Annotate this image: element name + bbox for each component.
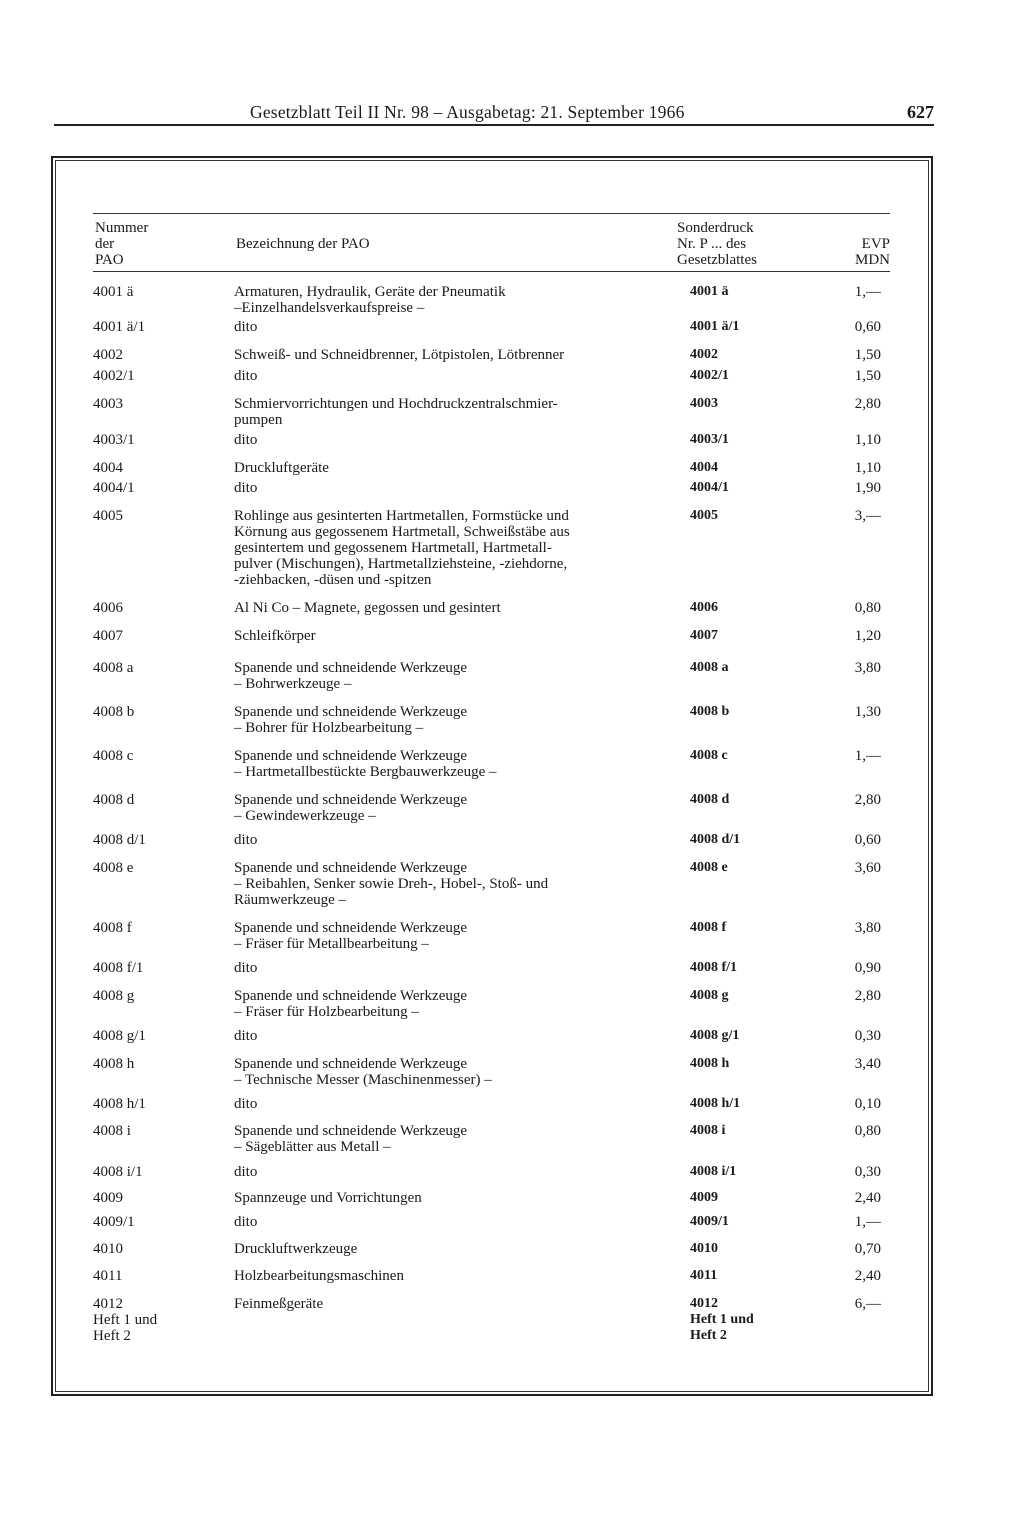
- pao-description: dito: [234, 480, 258, 496]
- pao-description: Druckluftwerkzeuge: [234, 1241, 358, 1257]
- special-print-number: 4011: [690, 1268, 718, 1283]
- special-print-number: 4012 Heft 1 und Heft 2: [690, 1296, 754, 1343]
- pao-description: dito: [234, 1164, 258, 1180]
- special-print-number: 4009: [690, 1190, 718, 1205]
- pao-number: 4008 d: [93, 792, 135, 808]
- pao-number: 4008 i: [93, 1123, 131, 1139]
- pao-number: 4008 h/1: [93, 1096, 146, 1112]
- retail-price: 1,10: [854, 432, 881, 448]
- retail-price: 2,80: [854, 792, 881, 808]
- pao-description: Spanende und schneidende Werkzeuge – Bohrer für Holzbearbeitung –: [234, 704, 468, 736]
- retail-price: 0,80: [854, 600, 881, 616]
- retail-price: 3,60: [854, 860, 881, 876]
- pao-description: Spanende und schneidende Werkzeuge – Sägeblätter aus Metall –: [234, 1123, 468, 1155]
- special-print-number: 4008 b: [690, 704, 730, 719]
- retail-price: 1,—: [854, 1214, 881, 1230]
- retail-price: 3,—: [854, 508, 881, 524]
- retail-price: 6,—: [854, 1296, 881, 1312]
- special-print-number: 4008 g/1: [690, 1028, 740, 1043]
- retail-price: 1,90: [854, 480, 881, 496]
- retail-price: 0,60: [854, 832, 881, 848]
- retail-price: 0,10: [854, 1096, 881, 1112]
- column-header-sonderdruck: Sonderdruck Nr. P ... des Gesetzblattes: [677, 220, 757, 268]
- special-print-number: 4008 i: [690, 1123, 726, 1138]
- special-print-number: 4004/1: [690, 480, 729, 495]
- pao-number: 4001 ä/1: [93, 319, 146, 335]
- pao-number: 4001 ä: [93, 284, 134, 300]
- pao-description: Holzbearbeitungsmaschinen: [234, 1268, 404, 1284]
- pao-description: dito: [234, 1214, 258, 1230]
- pao-description: Rohlinge aus gesinterten Hartmetallen, Formstücke und Körnung aus gegossenem Hartmetall, Schweißstäbe aus gesintertem und gegossenem Hartmetall, Hartmetall- pulver (Mischungen), Hartmetallziehsteine, -ziehdorne, -ziehbacken, -düsen und -spitzen: [234, 508, 570, 588]
- pao-number: 4003/1: [93, 432, 135, 448]
- pao-description: Spannzeuge und Vorrichtungen: [234, 1190, 422, 1206]
- pao-description: Al Ni Co – Magnete, gegossen und gesintert: [234, 600, 501, 616]
- pao-number: 4004: [93, 460, 123, 476]
- retail-price: 3,80: [854, 920, 881, 936]
- pao-number: 4003: [93, 396, 123, 412]
- special-print-number: 4008 g: [690, 988, 729, 1003]
- pao-description: Spanende und schneidende Werkzeuge – Bohrwerkzeuge –: [234, 660, 468, 692]
- special-print-number: 4006: [690, 600, 718, 615]
- special-print-number: 4008 c: [690, 748, 728, 763]
- special-print-number: 4008 d: [690, 792, 730, 807]
- pao-number: 4008 f: [93, 920, 132, 936]
- pao-description: Spanende und schneidende Werkzeuge – Hartmetallbestückte Bergbauwerkzeuge –: [234, 748, 497, 780]
- pao-description: Spanende und schneidende Werkzeuge – Fräser für Metallbearbeitung –: [234, 920, 468, 952]
- pao-number: 4007: [93, 628, 123, 644]
- pao-description: Spanende und schneidende Werkzeuge – Reibahlen, Senker sowie Dreh-, Hobel-, Stoß- und Räumwerkzeuge –: [234, 860, 549, 908]
- pao-number: 4005: [93, 508, 123, 524]
- pao-description: Schleifkörper: [234, 628, 316, 644]
- pao-description: dito: [234, 1096, 258, 1112]
- pao-description: Schweiß- und Schneidbrenner, Lötpistolen, Lötbrenner: [234, 347, 565, 363]
- special-print-number: 4008 i/1: [690, 1164, 737, 1179]
- pao-description: dito: [234, 368, 258, 384]
- pao-description: dito: [234, 1028, 258, 1044]
- special-print-number: 4002/1: [690, 368, 729, 383]
- special-print-number: 4003: [690, 396, 718, 411]
- retail-price: 1,10: [854, 460, 881, 476]
- pao-number: 4008 h: [93, 1056, 135, 1072]
- retail-price: 2,40: [854, 1268, 881, 1284]
- special-print-number: 4008 e: [690, 860, 728, 875]
- column-header-nummer: Nummer der PAO: [95, 220, 149, 268]
- page-number: 627: [907, 102, 934, 122]
- special-print-number: 4008 d/1: [690, 832, 741, 847]
- pao-description: Druckluftgeräte: [234, 460, 329, 476]
- retail-price: 0,30: [854, 1164, 881, 1180]
- pao-description: dito: [234, 832, 258, 848]
- pao-description: Schmiervorrichtungen und Hochdruckzentralschmier- pumpen: [234, 396, 558, 428]
- special-print-number: 4007: [690, 628, 718, 643]
- pao-description: dito: [234, 432, 258, 448]
- pao-description: Spanende und schneidende Werkzeuge – Gewindewerkzeuge –: [234, 792, 468, 824]
- pao-number: 4009: [93, 1190, 123, 1206]
- column-header-bottom-rule: [93, 271, 890, 272]
- pao-number: 4008 g/1: [93, 1028, 146, 1044]
- retail-price: 1,—: [854, 748, 881, 764]
- pao-number: 4011: [93, 1268, 123, 1284]
- pao-number: 4008 b: [93, 704, 135, 720]
- pao-description: Spanende und schneidende Werkzeuge – Fräser für Holzbearbeitung –: [234, 988, 468, 1020]
- retail-price: 0,30: [854, 1028, 881, 1044]
- special-print-number: 4003/1: [690, 432, 729, 447]
- pao-number: 4002: [93, 347, 123, 363]
- retail-price: 1,50: [854, 347, 881, 363]
- column-header-evp: EVP MDN: [854, 236, 890, 268]
- special-print-number: 4004: [690, 460, 718, 475]
- pao-number: 4002/1: [93, 368, 135, 384]
- pao-number: 4008 a: [93, 660, 134, 676]
- special-print-number: 4008 h/1: [690, 1096, 741, 1111]
- pao-number: 4010: [93, 1241, 123, 1257]
- special-print-number: 4010: [690, 1241, 718, 1256]
- retail-price: 1,—: [854, 284, 881, 300]
- special-print-number: 4001 ä/1: [690, 319, 740, 334]
- retail-price: 2,80: [854, 988, 881, 1004]
- pao-description: Armaturen, Hydraulik, Geräte der Pneumatik –Einzelhandelsverkaufspreise –: [234, 284, 506, 316]
- retail-price: 1,50: [854, 368, 881, 384]
- pao-description: Spanende und schneidende Werkzeuge – Technische Messer (Maschinenmesser) –: [234, 1056, 492, 1088]
- special-print-number: 4009/1: [690, 1214, 729, 1229]
- retail-price: 0,90: [854, 960, 881, 976]
- pao-number: 4008 e: [93, 860, 134, 876]
- pao-number: 4008 i/1: [93, 1164, 143, 1180]
- retail-price: 0,60: [854, 319, 881, 335]
- pao-number: 4009/1: [93, 1214, 135, 1230]
- pao-number: 4012 Heft 1 und Heft 2: [93, 1296, 158, 1344]
- special-print-number: 4008 f/1: [690, 960, 738, 975]
- pao-description: dito: [234, 960, 258, 976]
- retail-price: 2,40: [854, 1190, 881, 1206]
- pao-number: 4006: [93, 600, 123, 616]
- pao-description: dito: [234, 319, 258, 335]
- special-print-number: 4002: [690, 347, 718, 362]
- special-print-number: 4001 ä: [690, 284, 729, 299]
- retail-price: 3,40: [854, 1056, 881, 1072]
- retail-price: 0,70: [854, 1241, 881, 1257]
- retail-price: 3,80: [854, 660, 881, 676]
- pao-number: 4008 g: [93, 988, 135, 1004]
- pao-number: 4008 c: [93, 748, 134, 764]
- pao-number: 4008 d/1: [93, 832, 146, 848]
- special-print-number: 4008 f: [690, 920, 727, 935]
- pao-description: Feinmeßgeräte: [234, 1296, 324, 1312]
- page-header: [54, 100, 934, 124]
- pao-number: 4004/1: [93, 480, 135, 496]
- special-print-number: 4005: [690, 508, 718, 523]
- special-print-number: 4008 a: [690, 660, 729, 675]
- special-print-number: 4008 h: [690, 1056, 730, 1071]
- header-title: Gesetzblatt Teil II Nr. 98 – Ausgabetag: 21. September 1966: [250, 102, 685, 122]
- column-header-top-rule: [93, 213, 890, 214]
- retail-price: 1,30: [854, 704, 881, 720]
- header-rule: [54, 124, 934, 126]
- retail-price: 0,80: [854, 1123, 881, 1139]
- retail-price: 1,20: [854, 628, 881, 644]
- column-header-bezeichnung: Bezeichnung der PAO: [236, 236, 370, 252]
- pao-number: 4008 f/1: [93, 960, 144, 976]
- retail-price: 2,80: [854, 396, 881, 412]
